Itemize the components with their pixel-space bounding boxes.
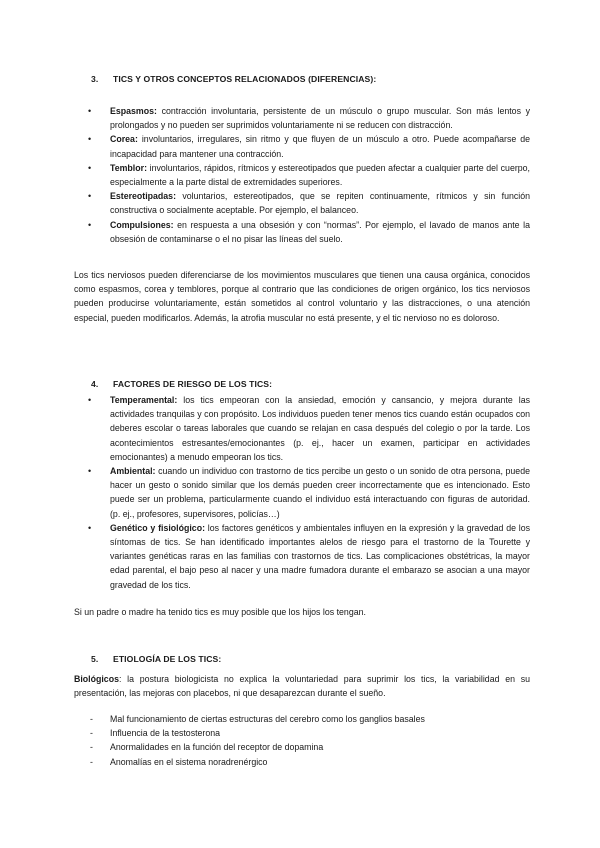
list-item: - Anormalidades en la función del receptor de dopamina [90, 740, 530, 754]
term: Estereotipadas [110, 191, 174, 202]
definition: : la postura biologicista no explica la voluntariedad para suprimir los tics, la variabilidad en su presentación, las mejoras con placebos, ni que desaparezcan durante el sueño. [74, 674, 530, 699]
term: Genético y fisiológico [110, 522, 203, 533]
etiology-dash-list [90, 712, 530, 769]
bullet-icon: • [88, 219, 92, 230]
term: Ambiental [110, 466, 153, 477]
bullet-icon: • [88, 162, 92, 173]
term: Temblor [110, 162, 145, 173]
list-item: • Ambiental: cuando un individuo con trastorno de tics percibe un gesto o un sonido de otra persona, puede hacer un gesto o sonido similar que los demás pueden creer incorrectamente que es intencionado. Esto puede ser un problema, particularmente cuando el individuo está interactuando con figuras de autoridad. (p. ej., profesores, supervisores, policías…) [88, 466, 530, 519]
section-title: TICS Y OTROS CONCEPTOS RELACIONADOS (DIFERENCIAS): [113, 74, 377, 84]
bullet-icon: • [88, 522, 92, 533]
section-title: ETIOLOGÍA DE LOS TICS: [113, 654, 222, 664]
bullet-icon: • [88, 106, 92, 116]
section-number: 5. [91, 654, 99, 664]
section-3-heading [91, 74, 376, 84]
dash-icon: - [90, 714, 93, 724]
section-4-paragraph: Si un padre o madre ha tenido tics es muy posible que los hijos los tengan. [74, 607, 366, 617]
term: Compulsiones [110, 219, 171, 230]
list-item: - Mal funcionamiento de ciertas estructuras del cerebro como los ganglios basales [90, 712, 530, 726]
list-item: • Genético y fisiológico: los factores genéticos y ambientales influyen en la expresión y la gravedad de los síntomas de tics. Se han identificado importantes alelos de riesgo para el trastorno de la Tourette y variantes genéticas raras en las familias con trastornos de tics. Las complicaciones obstétricas, la mayor edad parental, el bajo peso al nacer y una madre fumadora durante el embarazo se asocian a una mayor gravedad de los tics. [88, 522, 531, 590]
term: Biológicos [74, 674, 119, 684]
dash-icon: - [90, 756, 93, 767]
bullet-icon: • [88, 191, 92, 202]
list-item: • Espasmos: contracción involuntaria, persistente de un músculo o grupo muscular. Son más lentos y prolongados y no pueden ser suprimidos voluntariamente ni se reducen con distracción. [88, 106, 530, 131]
section-title: FACTORES DE RIESGO DE LOS TICS: [113, 379, 273, 389]
section-4-bullet-list [88, 393, 531, 592]
section-3-bullet-list [88, 104, 530, 246]
definition: los tics empeoran con la ansiedad, emoción y cansancio, y mejora durante las actividades tranquilas y con propósito. Los individuos pueden tener menos tics cuando están ocupados con deberes escolar o tareas laborales que cuando se relajan en casa después del colegio o por la tarde. Los acontecimientos estresantes/emocionantes (p. ej., hacer un examen, participar en actividades emocionantes) a menudo empeoran los tics. [110, 395, 530, 462]
section-5-paragraph [74, 672, 530, 700]
definition: voluntarios, estereotipados, que se repiten continuamente, rítmicos y sin función constructiva o socialmente aceptable. Por ejemplo, el balanceo. [110, 191, 530, 216]
bullet-icon: • [88, 466, 92, 477]
bullet-icon: • [88, 134, 92, 145]
section-number: 4. [91, 379, 99, 389]
definition: cuando un individuo con trastorno de tics percibe un gesto o un sonido de otra persona, puede hacer un gesto o sonido similar que los demás pueden creer incorrectamente que es intencionado. Esto puede ser un problema, particularmente cuando el individuo está interactuando con figuras de autoridad. (p. ej., profesores, supervisores, policías…) [110, 466, 530, 519]
list-item: - Anomalías en el sistema noradrenérgico [90, 755, 530, 769]
list-item: • Temperamental: los tics empeoran con la ansiedad, emoción y cansancio, y mejora durante las actividades tranquilas y con propósito. Los individuos pueden tener menos tics cuando están ocupados con deberes escolar o tareas laborales que cuando se relajan en casa después del colegio o por la tarde. Los acontecimientos estresantes/emocionantes (p. ej., hacer un examen, participar en actividades emocionantes) a menudo empeoran los tics. [88, 395, 530, 462]
term: Espasmos [110, 106, 155, 116]
section-number: 3. [91, 74, 99, 84]
term: Temperamental [110, 395, 175, 405]
definition: contracción involuntaria, persistente de un músculo o grupo muscular. Son más lentos y prolongados y no pueden ser suprimidos voluntariamente ni se reducen con distracción. [110, 106, 530, 131]
list-item: - Influencia de la testosterona [90, 726, 530, 740]
list-item: • Estereotipadas: voluntarios, estereotipados, que se repiten continuamente, rítmicos y sin función constructiva o socialmente aceptable. Por ejemplo, el balanceo. [88, 191, 530, 216]
term: Corea [110, 134, 135, 145]
definition: involuntarios, rápidos, rítmicos y estereotipados que pueden afectar a cualquier parte del cuerpo, especialmente a la parte distal de extremidades superiores. [110, 162, 530, 188]
list-item: • Corea: involuntarios, irregulares, sin ritmo y que fluyen de un músculo a otro. Puede acompañarse de incapacidad para mantener una contracción. [88, 134, 530, 159]
section-4-heading [91, 379, 272, 389]
definition: los factores genéticos y ambientales influyen en la expresión y la gravedad de los síntomas de tics. Se han identificado importantes alelos de riesgo para el trastorno de la Tourette y variantes genéticas raras en las familias con trastornos de tics. Las complicaciones obstétricas, la mayor edad parental, el bajo peso al nacer y una madre fumadora durante el embarazo se asocian a una mayor gravedad de los tics. [110, 522, 531, 590]
section-3-paragraph: Los tics nerviosos pueden diferenciarse de los movimientos musculares que tienen una causa orgánica, conocidos como espasmos, corea y temblores, porque al contrario que las condiciones de origen orgánico, los tics nerviosos pueden producirse voluntariamente, están sometidos al control voluntario y las distracciones, o una atención especial, pueden modificarlos. Además, la atrofia muscular no está presente, y el tic nervioso no es doloroso. [74, 270, 530, 323]
definition: en respuesta a una obsesión y con “normas”. Por ejemplo, el lavado de manos ante la obsesión de contaminarse o el no pisar las líneas del suelo. [110, 219, 530, 244]
section-5-heading [91, 654, 221, 664]
list-item: • Temblor: involuntarios, rápidos, rítmicos y estereotipados que pueden afectar a cualquier parte del cuerpo, especialmente a la parte distal de extremidades superiores. [88, 162, 530, 188]
list-item: • Compulsiones: en respuesta a una obsesión y con “normas”. Por ejemplo, el lavado de manos ante la obsesión de contaminarse o el no pisar las líneas del suelo. [88, 219, 530, 244]
definition: involuntarios, irregulares, sin ritmo y que fluyen de un músculo a otro. Puede acompañarse de incapacidad para mantener una contracción. [110, 134, 530, 159]
dash-icon: - [90, 728, 93, 739]
dash-icon: - [90, 742, 93, 753]
bullet-icon: • [88, 395, 92, 405]
